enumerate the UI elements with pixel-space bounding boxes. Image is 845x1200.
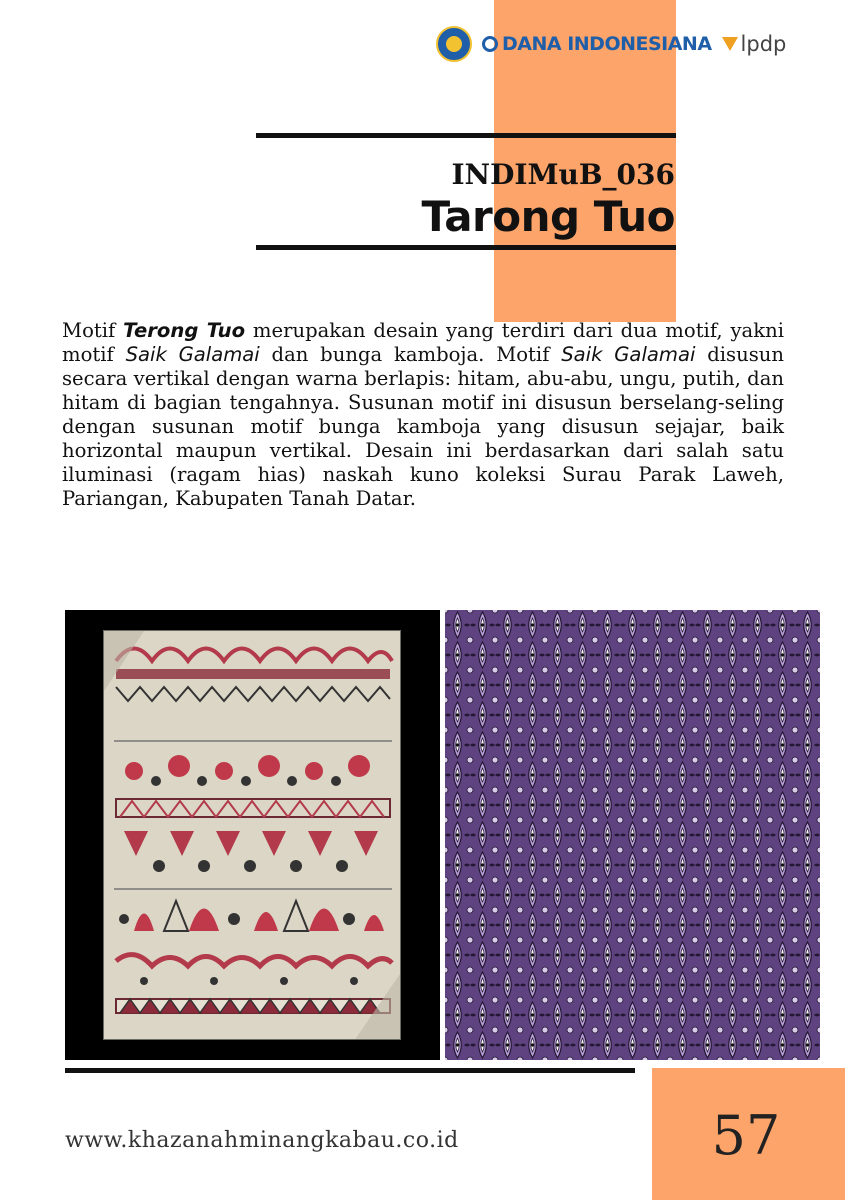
manuscript-page (103, 630, 401, 1040)
description-text-1: Motif (62, 319, 124, 342)
motif-title: Tarong Tuo (421, 192, 675, 241)
title-rule-bottom (256, 245, 676, 250)
description-paragraph (62, 319, 784, 511)
footer-website: www.khazanahminangkabau.co.id (65, 1128, 459, 1153)
lpdp-text: lpdp (740, 32, 787, 56)
page-number: 57 (711, 1104, 781, 1167)
motif-name-emphasis: Terong Tuo (123, 319, 246, 342)
dana-indonesiana-text: DANA INDONESIANA (502, 33, 712, 55)
dana-indonesiana-icon (482, 36, 498, 52)
description-text-3: dan bunga kamboja. Motif (259, 343, 562, 366)
manuscript-illumination-photo (65, 610, 440, 1060)
dana-indonesiana-logo (482, 33, 712, 55)
header-logos (436, 22, 786, 66)
image-rule-bottom (65, 1068, 635, 1073)
description-text-4: disusun secara vertikal dengan warna berlapis: hitam, abu-abu, ungu, putih, dan hitam di bagian tengahnya. Susunan motif ini disusun berselang-seling dengan susunan motif bunga kamboja yang disusun sejajar, baik horizontal maupun vertikal. Desain ini berdasarkan dari salah satu iluminasi (ragam hias) naskah kuno koleksi Surau Parak Laweh, Pariangan, Kabupaten Tanah Datar. (62, 343, 784, 510)
purple-motif-pattern (445, 610, 820, 1060)
saik-galamai-term-1: Saik Galamai (125, 343, 260, 366)
motif-pattern-drawing (445, 610, 820, 1060)
motif-code: INDIMuB_036 (451, 158, 675, 191)
manuscript-illumination-drawing (104, 631, 401, 1040)
lpdp-logo (722, 32, 787, 56)
saik-galamai-term-2: Saik Galamai (561, 343, 696, 366)
kemdikbud-seal-icon (436, 26, 472, 62)
title-rule-top (256, 133, 676, 138)
description-text-2: merupakan desain yang terdiri dari dua motif, yakni motif (62, 319, 784, 366)
lpdp-flame-icon (722, 37, 738, 51)
